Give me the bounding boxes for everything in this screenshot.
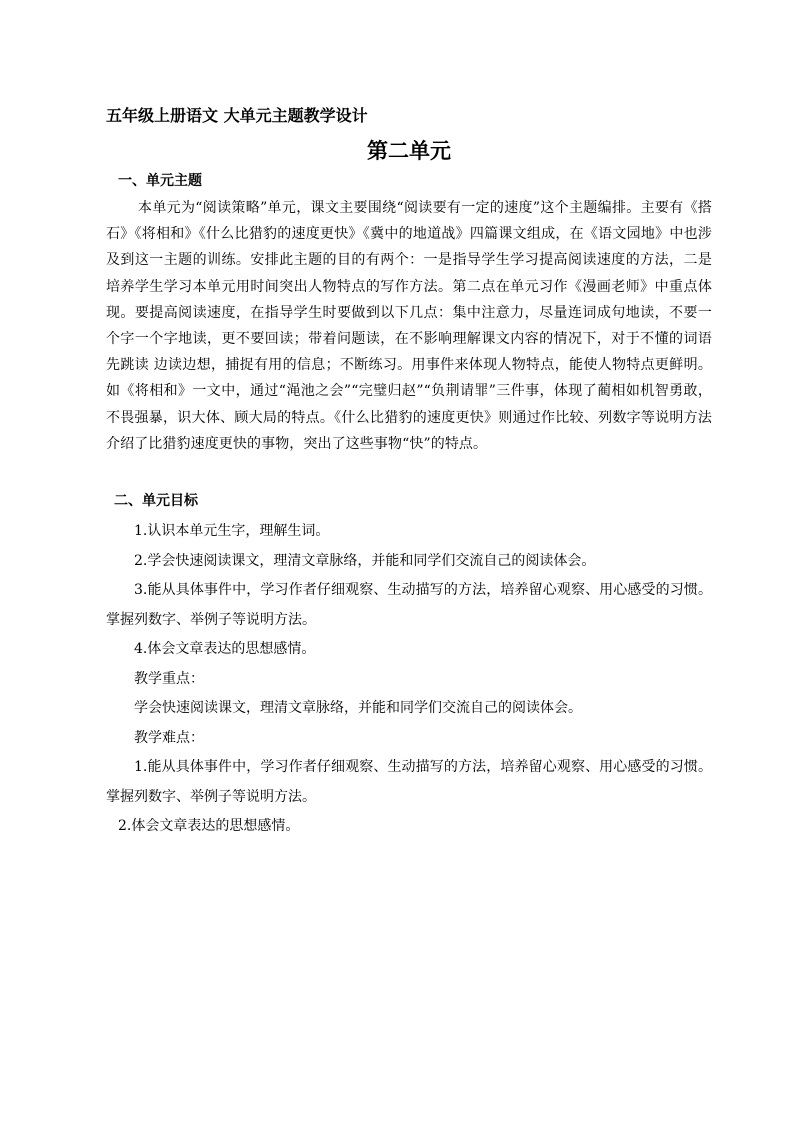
key-points-text: 学会快速阅读课文，理清文章脉络，并能和同学们交流自己的阅读体会。: [134, 700, 582, 717]
key-points-label: 教学重点：: [134, 670, 204, 687]
goal-item: 1.认识本单元生字，理解生词。: [134, 523, 330, 540]
document-body: [106, 103, 712, 842]
unit-title: 第二单元: [367, 139, 451, 163]
goal-item: 2.学会快速阅读课文，理清文章脉络，并能和同学们交流自己的阅读体会。: [134, 552, 596, 569]
document-title: 五年级上册语文 大单元主题教学设计: [106, 106, 368, 125]
goal-item: 4.体会文章表达的思想感情。: [134, 641, 316, 658]
difficulty-item: 1.能从具体事件中，学习作者仔细观察、生动描写的方法，培养留心观察、用心感受的习惯。掌握列数字、举例子等说明方法。: [106, 759, 712, 805]
theme-paragraph: 本单元为“阅读策略”单元，课文主要围绕“阅读要有一定的速度”这个主题编排。主要有《搭石》《将相和》《什么比猎豹的速度更快》《冀中的地道战》四篇课文组成，在《语文园地》中也涉及到这一主题的训练。安排此主题的目的有两个：一是指导学生学习提高阅读速度的方法，二是培养学生学习本单元用时间突出人物特点的写作方法。第二点在单元习作《漫画老师》中重点体现。要提高阅读速度，在指导学生时要做到以下几点：集中注意力，尽量连词成句地读，不要一个字一个字地读，更不要回读；带着问题读，在不影响理解课文内容的情况下，对于不懂的词语先跳读 边读边想，捕捉有用的信息；不断练习。用事件来体现人物特点，能使人物特点更鲜明。如《将相和》一文中，通过“渑池之会”“完璧归赵”“负荆请罪”三件事，体现了蔺相如机智勇敢，不畏强暴，识大体、顾大局的特点。《什么比猎豹的速度更快》则通过作比较、列数字等说明方法介绍了比猎豹速度更快的事物，突出了这些事物“快”的特点。: [106, 200, 712, 452]
difficulty-item: 2.体会文章表达的思想感情。: [118, 818, 300, 835]
difficulties-label: 教学难点：: [134, 729, 204, 746]
goal-item: 3.能从具体事件中，学习作者仔细观察、生动描写的方法，培养留心观察、用心感受的习惯。掌握列数字、举例子等说明方法。: [106, 582, 712, 628]
section-heading-goals: 二、单元目标: [114, 493, 198, 510]
section-heading-theme: 一、单元主题: [118, 173, 202, 189]
goals-list: [106, 517, 712, 665]
